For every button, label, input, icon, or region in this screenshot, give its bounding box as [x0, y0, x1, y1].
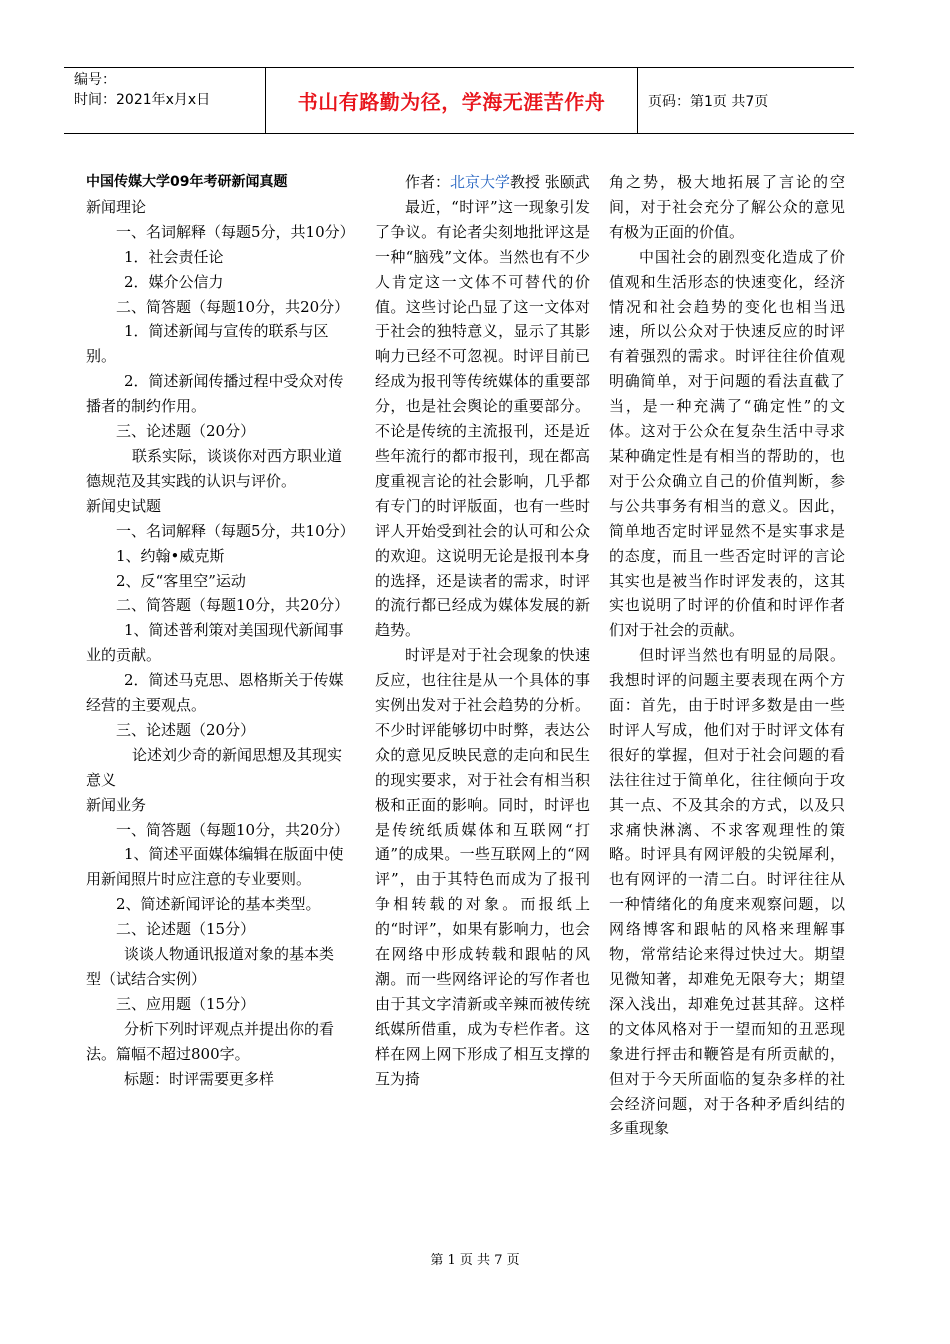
section-heading: 新闻业务 [86, 795, 147, 814]
author-suffix: 教授 张颐武 [510, 173, 590, 191]
question-item: 2、反“客里空”运动 [116, 571, 246, 590]
question-item: 2、简述新闻评论的基本类型。 [116, 895, 321, 914]
column-article-part2 [609, 170, 845, 1141]
question-item: 1．社会责任论 [124, 247, 224, 266]
header-meta [64, 68, 266, 133]
question-item: 分析下列时评观点并提出你的看法。篇幅不超过800字。 [86, 1019, 335, 1063]
section-heading: 新闻理论 [86, 197, 147, 216]
article-paragraph: 时评是对于社会现象的快速反应，也往往是从一个具体的事实例出发对于社会趋势的分析。不少时评能够切中时弊，表达公众的意见反映民意的走向和民生的现实要求，对于社会有相当积极和正面的影响。同时，时评也是传统纸质媒体和互联网“打通”的成果。一些互联网上的“网评”，由于其特色而成为了报刊争相转载的对象。而报纸上的“时评”，如果有影响力，也会在网络中形成转载和跟帖的风潮。而一些网络评论的写作者也由于其文字清新或辛辣而被传统纸媒所借重，成为专栏作者。这样在网上网下形成了相互支撑的互为掎 [375, 646, 590, 1088]
author-line [375, 170, 590, 195]
question-item: 论述刘少奇的新闻思想及其现实意义 [86, 745, 343, 789]
header-page-cell [638, 68, 854, 133]
question-item: 2．简述马克思、恩格斯关于传媒经营的主要观点。 [86, 671, 344, 715]
question-item: 1、简述普利策对美国现代新闻事业的贡献。 [86, 621, 344, 665]
motto: 书山有路勤为径，学海无涯苦作舟 [297, 90, 606, 114]
question-item: 2．简述新闻传播过程中受众对传播者的制约作用。 [86, 372, 344, 416]
article-paragraph: 中国社会的剧烈变化造成了价值观和生活形态的快速变化，经济情况和社会趋势的变化也相当迅速，所以公众对于快速反应的时评有着强烈的需求。时评往往价值观明确简单，对于问题的看法直截了当，是一种充满了“确定性”的文体。这对于公众在复杂生活中寻求某种确定性是有相当的帮助的，也对于公众确立自己的价值判断，参与公共事务有相当的意义。因此，简单地否定时评显然不是实事求是的态度，而且一些否定时评的言论其实也是被当作时评发表的，这其实也说明了时评的价值和时评作者们对于社会的贡献。 [609, 247, 845, 640]
column-exam-questions [86, 170, 355, 1092]
section-heading: 新闻史试题 [86, 496, 162, 515]
article-paragraph: 但时评当然也有明显的局限。我想时评的问题主要表现在两个方面：首先，由于时评多数是由一些时评人写成，他们对于时评文体有很好的掌握，但对于社会问题的看法往往过于简单化，往往倾向于攻其一点、不及其余的方式，以及只求痛快淋漓、不求客观理性的策略。时评具有网评般的尖锐犀利，也有网评的一清二白。时评往往从一种情绪化的角度来观察问题，以网络博客和跟帖的风格来理解事物，常常结论来得过快过大。期望见微知著，却难免无限夸大；期望深入浅出，却难免过甚其辞。这样的文体风格对于一望而知的丑恶现象进行抨击和鞭笞是有所贡献的，但对于今天所面临的复杂多样的社会经济问题，对于各种矛盾纠结的多重现象 [609, 646, 845, 1138]
header-table [64, 67, 854, 134]
column-article-part1 [375, 170, 590, 1092]
page-label: 页码：第1页 共7页 [648, 93, 769, 110]
doc-title: 中国传媒大学09年考研新闻真题 [86, 174, 288, 190]
author-prefix: 作者： [405, 173, 451, 191]
question-item: 联系实际，谈谈你对西方职业道德规范及其实践的认识与评价。 [86, 446, 343, 490]
question-heading: 一、名词解释（每题5分，共10分） [116, 521, 355, 540]
question-item: 1、约翰•威克斯 [116, 546, 225, 565]
question-heading: 一、名词解释（每题5分，共10分） [116, 222, 355, 241]
question-heading: 一、简答题（每题10分，共20分） [116, 820, 350, 839]
author-affiliation-link[interactable]: 北京大学 [450, 173, 511, 191]
question-heading: 二、论述题（15分） [116, 920, 256, 939]
question-heading: 二、简答题（每题10分，共20分） [116, 596, 350, 615]
page-footer: 第 1 页 共 7 页 [430, 1253, 520, 1268]
question-heading: 三、论述题（20分） [116, 720, 256, 739]
article-paragraph: 角之势，极大地拓展了言论的空间，对于社会充分了解公众的意见有极为正面的价值。 [609, 173, 845, 241]
article-title: 标题：时评需要更多样 [124, 1069, 275, 1088]
number-label: 编号： [74, 72, 116, 88]
question-item: 1、简述平面媒体编辑在版面中使用新闻照片时应注意的专业要则。 [86, 845, 344, 889]
article-paragraph: 最近，“时评”这一现象引发了争议。有论者尖刻地批评这是一种“脑残”文体。当然也有不少人肯定这一文体不可替代的价值。这些讨论凸显了这一文体对于社会的独特意义，显示了其影响力已经不可忽视。时评目前已经成为报刊等传统媒体的重要部分，也是社会舆论的重要部分。不论是传统的主流报刊，还是近些年流行的都市报刊，现在都高度重视言论的社会影响，几乎都有专门的时评版面，也有一些时评人开始受到社会的认可和公众的欢迎。这说明无论是报刊本身的选择，还是读者的需求，时评的流行都已经成为媒体发展的新趋势。 [375, 197, 590, 640]
question-heading: 三、论述题（20分） [116, 422, 256, 441]
question-item: 2．媒介公信力 [124, 272, 224, 291]
question-item: 谈谈人物通讯报道对象的基本类型（试结合实例） [86, 945, 335, 988]
question-item: 1．简述新闻与宣传的联系与区别。 [86, 322, 329, 366]
time-label: 时间：2021年x月x日 [74, 92, 211, 108]
question-heading: 三、应用题（15分） [116, 994, 256, 1013]
header-motto-cell [266, 68, 638, 133]
question-heading: 二、简答题（每题10分，共20分） [116, 297, 350, 316]
